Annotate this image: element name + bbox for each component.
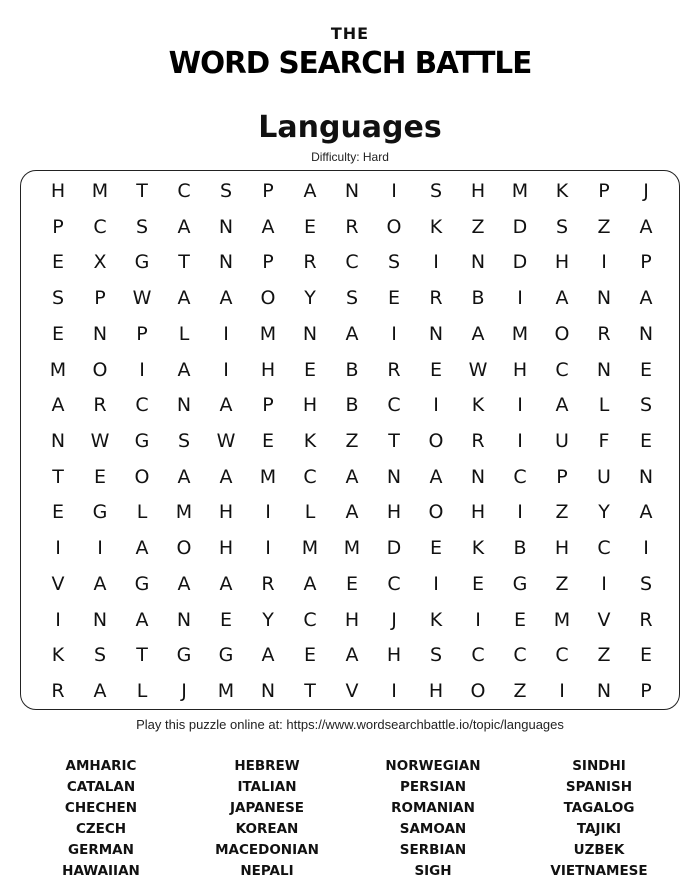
grid-cell: O [386, 215, 402, 238]
grid-cell: H [218, 501, 234, 524]
grid-cell: K [471, 394, 485, 417]
grid-cell: V [51, 572, 65, 595]
grid-cell: A [429, 465, 443, 488]
grid-cell: A [219, 287, 233, 310]
grid-cell: A [261, 644, 275, 667]
grid-cell: A [93, 680, 107, 703]
grid-cell: Z [597, 215, 611, 238]
puzzle-title: Languages [258, 110, 442, 145]
grid-cell: E [303, 215, 316, 238]
grid-cell: M [301, 537, 319, 560]
word-list-item: NORWEGIAN [385, 757, 481, 774]
grid-cell: D [512, 215, 528, 238]
grid-cell: A [219, 572, 233, 595]
grid-cell: A [555, 287, 569, 310]
puzzle-grid-box [20, 170, 680, 710]
word-list-item: CATALAN [66, 778, 136, 795]
grid-cell: S [345, 287, 359, 310]
grid-cell: Z [555, 572, 569, 595]
grid-cell: H [344, 608, 360, 631]
grid-cell: E [219, 608, 232, 631]
difficulty-label: Difficulty: Hard [311, 150, 389, 164]
grid-cell: A [135, 608, 149, 631]
grid-cell: Z [555, 501, 569, 524]
grid-cell: E [51, 501, 64, 524]
grid-cell: N [470, 465, 486, 488]
grid-cell: N [260, 680, 276, 703]
grid-cell: E [303, 644, 316, 667]
word-list [18, 755, 682, 881]
grid-cell: M [217, 680, 235, 703]
grid-cell: N [218, 215, 234, 238]
grid-cell: F [598, 429, 610, 452]
grid-cell: M [259, 465, 277, 488]
word-list-item: PERSIAN [399, 778, 466, 795]
grid-cell: A [177, 215, 191, 238]
grid-cell: A [219, 465, 233, 488]
word-list-item: SAMOAN [399, 820, 467, 837]
word-list-item: ROMANIAN [391, 799, 475, 816]
grid-cell: C [513, 644, 527, 667]
word-list-item: MACEDONIAN [215, 841, 319, 858]
grid-cell: H [470, 179, 486, 202]
grid-cell: I [97, 537, 103, 560]
grid-cell: A [471, 322, 485, 345]
grid-cell: E [51, 322, 64, 345]
grid-cell: E [429, 358, 442, 381]
grid-cell: I [475, 608, 481, 631]
grid-cell: A [345, 501, 359, 524]
grid-cell: M [553, 608, 571, 631]
word-list-item: TAGALOG [563, 799, 635, 816]
grid-cell: N [92, 322, 108, 345]
grid-cell: T [304, 680, 316, 703]
word-list-item: ITALIAN [237, 778, 297, 795]
grid-cell: I [55, 537, 61, 560]
grid-cell: J [181, 680, 187, 703]
grid-cell: Z [345, 429, 359, 452]
grid-cell: M [49, 358, 67, 381]
grid-cell: P [640, 251, 652, 274]
grid-cell: Y [304, 287, 316, 310]
grid-cell: S [219, 179, 233, 202]
grid-cell: K [51, 644, 65, 667]
grid-cell: A [177, 465, 191, 488]
grid-cell: T [52, 465, 64, 488]
grid-cell: T [136, 179, 148, 202]
grid-cell: R [345, 215, 359, 238]
grid-cell: E [639, 644, 652, 667]
grid-cell: Y [598, 501, 610, 524]
grid-cell: I [601, 572, 607, 595]
grid-cell: H [554, 537, 570, 560]
grid-cell: P [640, 680, 652, 703]
grid-cell: B [345, 358, 359, 381]
grid-cell: N [638, 465, 654, 488]
grid-cell: O [428, 501, 444, 524]
grid-cell: C [555, 358, 569, 381]
grid-cell: A [639, 501, 653, 524]
grid-cell: N [596, 680, 612, 703]
grid-cell: E [93, 465, 106, 488]
grid-cell: A [345, 465, 359, 488]
grid-cell: S [639, 572, 653, 595]
grid-cell: N [344, 179, 360, 202]
grid-cell: X [93, 251, 107, 274]
grid-cell: E [345, 572, 358, 595]
grid-cell: I [433, 251, 439, 274]
grid-cell: H [386, 644, 402, 667]
grid-cell: K [303, 429, 317, 452]
grid-cell: I [433, 572, 439, 595]
grid-cell: C [93, 215, 107, 238]
grid-cell: A [639, 215, 653, 238]
grid-cell: K [471, 537, 485, 560]
grid-cell: N [428, 322, 444, 345]
grid-cell: A [51, 394, 65, 417]
grid-cell: N [176, 394, 192, 417]
grid-cell: E [51, 251, 64, 274]
grid-cell: R [471, 429, 485, 452]
grid-cell: H [50, 179, 66, 202]
grid-cell: R [597, 322, 611, 345]
word-list-item: TAJIKI [576, 820, 622, 837]
grid-cell: R [93, 394, 107, 417]
grid-cell: G [92, 501, 108, 524]
grid-cell: L [136, 680, 148, 703]
grid-cell: Y [262, 608, 274, 631]
grid-cell: M [91, 179, 109, 202]
grid-cell: W [216, 429, 236, 452]
word-list-item: CZECH [75, 820, 127, 837]
brand-logo: WORD SEARCH BATTLE [168, 46, 532, 81]
word-list-item: CHECHEN [64, 799, 138, 816]
grid-cell: Z [471, 215, 485, 238]
letter-grid [37, 173, 667, 709]
grid-cell: R [387, 358, 401, 381]
grid-cell: P [262, 394, 274, 417]
grid-cell: M [511, 322, 529, 345]
grid-cell: J [643, 179, 649, 202]
grid-cell: L [178, 322, 190, 345]
word-list-item: NEPALI [240, 862, 294, 879]
grid-cell: G [218, 644, 234, 667]
grid-cell: W [468, 358, 488, 381]
grid-cell: H [260, 358, 276, 381]
grid-cell: M [259, 322, 277, 345]
grid-cell: A [555, 394, 569, 417]
grid-cell: I [223, 358, 229, 381]
grid-cell: C [387, 572, 401, 595]
grid-cell: S [51, 287, 65, 310]
grid-cell: D [386, 537, 402, 560]
grid-cell: K [429, 608, 443, 631]
grid-cell: I [265, 537, 271, 560]
grid-cell: R [261, 572, 275, 595]
grid-cell: B [345, 394, 359, 417]
grid-cell: H [512, 358, 528, 381]
grid-cell: U [555, 429, 569, 452]
word-list-item: KOREAN [235, 820, 299, 837]
grid-cell: E [513, 608, 526, 631]
grid-cell: Z [597, 644, 611, 667]
grid-cell: B [513, 537, 527, 560]
grid-cell: E [429, 537, 442, 560]
grid-cell: W [132, 287, 152, 310]
grid-cell: O [554, 322, 570, 345]
grid-cell: A [345, 644, 359, 667]
grid-cell: G [134, 572, 150, 595]
grid-cell: A [177, 287, 191, 310]
grid-cell: N [386, 465, 402, 488]
grid-cell: E [639, 358, 652, 381]
grid-cell: S [429, 179, 443, 202]
grid-cell: V [345, 680, 359, 703]
grid-cell: C [303, 608, 317, 631]
grid-cell: U [597, 465, 611, 488]
grid-cell: O [92, 358, 108, 381]
grid-cell: G [134, 251, 150, 274]
grid-cell: E [471, 572, 484, 595]
grid-cell: N [470, 251, 486, 274]
grid-cell: C [555, 644, 569, 667]
grid-cell: I [517, 394, 523, 417]
word-list-item: UZBEK [573, 841, 625, 858]
grid-cell: S [429, 644, 443, 667]
grid-cell: S [387, 251, 401, 274]
grid-cell: I [391, 322, 397, 345]
grid-cell: T [388, 429, 400, 452]
grid-cell: C [135, 394, 149, 417]
grid-cell: A [219, 394, 233, 417]
grid-cell: W [90, 429, 110, 452]
grid-cell: G [134, 429, 150, 452]
grid-cell: S [177, 429, 191, 452]
grid-cell: P [94, 287, 106, 310]
grid-cell: I [391, 680, 397, 703]
grid-cell: I [643, 537, 649, 560]
grid-cell: I [517, 429, 523, 452]
grid-cell: O [428, 429, 444, 452]
grid-cell: C [597, 537, 611, 560]
grid-cell: L [598, 394, 610, 417]
grid-cell: K [555, 179, 569, 202]
grid-cell: A [261, 215, 275, 238]
grid-cell: P [262, 251, 274, 274]
grid-cell: H [302, 394, 318, 417]
grid-cell: C [513, 465, 527, 488]
grid-cell: T [136, 644, 148, 667]
word-list-item: GERMAN [68, 841, 134, 858]
grid-cell: C [303, 465, 317, 488]
online-link-text: Play this puzzle online at: https://www.wordsearchbattle.io/topic/languages [136, 717, 564, 732]
word-list-item: SERBIAN [399, 841, 467, 858]
grid-cell: R [303, 251, 317, 274]
grid-cell: I [517, 501, 523, 524]
grid-cell: V [597, 608, 611, 631]
grid-cell: H [554, 251, 570, 274]
grid-cell: S [135, 215, 149, 238]
grid-cell: B [471, 287, 485, 310]
grid-cell: R [429, 287, 443, 310]
grid-cell: I [433, 394, 439, 417]
grid-cell: I [391, 179, 397, 202]
grid-cell: S [639, 394, 653, 417]
grid-cell: H [470, 501, 486, 524]
grid-cell: P [262, 179, 274, 202]
grid-cell: L [136, 501, 148, 524]
grid-cell: P [136, 322, 148, 345]
grid-cell: A [639, 287, 653, 310]
grid-cell: Z [513, 680, 527, 703]
grid-cell: I [559, 680, 565, 703]
grid-cell: N [92, 608, 108, 631]
grid-cell: G [176, 644, 192, 667]
grid-cell: A [303, 179, 317, 202]
word-list-item: HEBREW [234, 757, 300, 774]
grid-cell: E [639, 429, 652, 452]
grid-cell: A [177, 358, 191, 381]
grid-cell: N [50, 429, 66, 452]
grid-cell: G [512, 572, 528, 595]
grid-cell: N [596, 358, 612, 381]
word-list-item: AMHARIC [65, 757, 137, 774]
grid-cell: I [55, 608, 61, 631]
grid-cell: J [391, 608, 397, 631]
grid-cell: D [512, 251, 528, 274]
grid-cell: O [134, 465, 150, 488]
grid-cell: M [343, 537, 361, 560]
brand-the: THE [330, 24, 370, 43]
word-list-item: SIGH [414, 862, 452, 879]
grid-cell: N [218, 251, 234, 274]
grid-cell: A [303, 572, 317, 595]
grid-cell: A [177, 572, 191, 595]
grid-cell: H [218, 537, 234, 560]
grid-cell: R [639, 608, 653, 631]
word-list-item: JAPANESE [229, 799, 305, 816]
grid-cell: C [471, 644, 485, 667]
grid-cell: A [345, 322, 359, 345]
grid-cell: O [260, 287, 276, 310]
grid-cell: I [265, 501, 271, 524]
word-list-item: VIETNAMESE [550, 862, 648, 879]
grid-cell: T [178, 251, 190, 274]
grid-cell: N [596, 287, 612, 310]
word-list-item: SINDHI [572, 757, 626, 774]
grid-cell: I [223, 322, 229, 345]
grid-cell: M [175, 501, 193, 524]
grid-cell: R [51, 680, 65, 703]
grid-cell: M [511, 179, 529, 202]
grid-cell: H [386, 501, 402, 524]
grid-cell: A [93, 572, 107, 595]
grid-cell: K [429, 215, 443, 238]
grid-cell: O [470, 680, 486, 703]
grid-cell: I [139, 358, 145, 381]
grid-cell: E [303, 358, 316, 381]
grid-cell: E [387, 287, 400, 310]
grid-cell: A [135, 537, 149, 560]
grid-cell: P [52, 215, 64, 238]
grid-cell: I [517, 287, 523, 310]
grid-cell: C [387, 394, 401, 417]
grid-cell: C [177, 179, 191, 202]
grid-cell: S [555, 215, 569, 238]
grid-cell: N [176, 608, 192, 631]
grid-cell: O [176, 537, 192, 560]
grid-cell: E [261, 429, 274, 452]
grid-cell: P [556, 465, 568, 488]
grid-cell: C [345, 251, 359, 274]
grid-cell: H [428, 680, 444, 703]
grid-cell: S [93, 644, 107, 667]
word-list-item: HAWAIIAN [62, 862, 140, 879]
grid-cell: I [601, 251, 607, 274]
grid-cell: L [304, 501, 316, 524]
grid-cell: N [638, 322, 654, 345]
word-list-item: SPANISH [565, 778, 633, 795]
grid-cell: P [598, 179, 610, 202]
grid-cell: N [302, 322, 318, 345]
